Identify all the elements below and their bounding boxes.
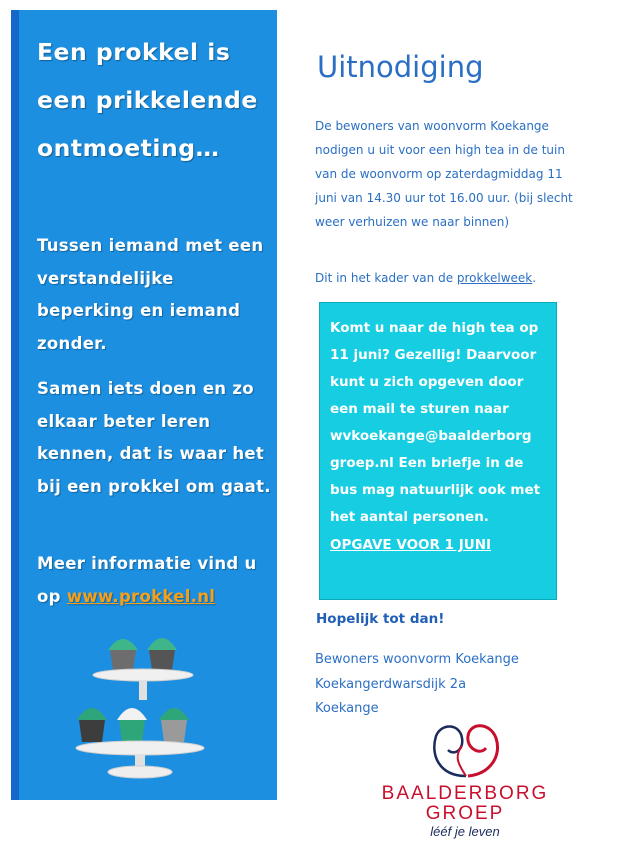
- prokkel-link[interactable]: www.prokkel.nl: [66, 586, 216, 606]
- callout-text: Komt u naar de high tea op 11 juni? Gezellig! Daarvoor kunt u zich opgeven door een mail te sturen naar wvkoekange@baalderborg groep.nl Een briefje in de bus mag natuurlijk ook met het aantal personen.: [330, 320, 541, 525]
- cupcake-icon: [108, 639, 138, 670]
- context-line: [315, 266, 575, 290]
- sidebar-paragraph-2: Samen iets doen en zo elkaar beter leren kennen, dat is waar het bij een prokkel om gaat.: [37, 379, 271, 496]
- cupcake-icon: [117, 708, 147, 742]
- sidebar-edge-stripe: [11, 10, 19, 800]
- cupcake-icon: [77, 708, 107, 742]
- logo-name-line-1: BAALDERBORG: [381, 783, 549, 804]
- signature-line-1: Bewoners woonvorm Koekange: [315, 652, 519, 667]
- context-prefix: Dit in het kader van de: [315, 271, 457, 285]
- closing-line: Hopelijk tot dan!: [316, 611, 445, 627]
- logo-name-line-2: GROEP: [425, 803, 505, 824]
- page-title: Uitnodiging: [317, 50, 484, 84]
- invitation-intro: De bewoners van woonvorm Koekange nodigen u uit voor een high tea in de tuin van de woonvorm op zaterdagmiddag 11 juni van 14.30 uur tot 16.00 uur. (bij slecht weer verhuizen we naar binnen): [315, 119, 573, 229]
- signature-block: [315, 648, 519, 722]
- more-info-text: Meer informatie vind u op: [37, 554, 257, 606]
- sidebar-paragraph-1: Tussen iemand met een verstandelijke beperking en iemand zonder.: [37, 236, 264, 353]
- butterfly-icon: [370, 716, 560, 782]
- logo-slogan: lééf je leven: [430, 824, 500, 839]
- context-suffix: .: [532, 271, 537, 285]
- logo-name: [370, 784, 560, 824]
- signature-line-3: Koekange: [315, 701, 379, 716]
- sidebar-headline: Een prokkel is een prikkelende ontmoeting…: [37, 38, 258, 162]
- sidebar-more-info: [37, 548, 273, 613]
- cupcake-icon: [159, 708, 189, 742]
- cupcake-icon: [147, 638, 177, 670]
- cupcake-stand-icon: [75, 620, 225, 785]
- baalderborg-logo: [370, 716, 560, 846]
- signup-deadline: OPGAVE VOOR 1 JUNI: [330, 537, 492, 553]
- prokkelweek-link[interactable]: prokkelweek: [456, 271, 533, 285]
- signature-line-2: Koekangerdwarsdijk 2a: [315, 676, 467, 692]
- signup-callout-box: [319, 302, 557, 600]
